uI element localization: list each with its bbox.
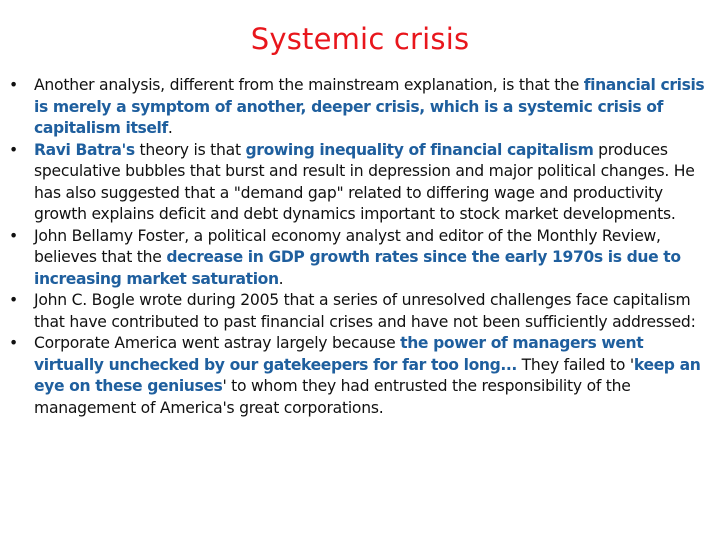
bullet-item-5	[9, 333, 715, 419]
body-text: ' to whom they had entrusted the responsibility of the management of America's great corporations.	[34, 377, 631, 417]
bullet-dot: •	[9, 140, 18, 159]
bullet-dot: •	[9, 226, 18, 245]
bullet-item-2	[9, 140, 715, 226]
highlighted-text: the power of managers went virtually unchecked by our gatekeepers for far too long...	[34, 334, 644, 374]
bullet-dot: •	[9, 76, 18, 94]
bullet-dot: •	[9, 334, 18, 352]
body-text: produces speculative bubbles that burst and result in depression and major political changes. He has also suggested that a "demand gap" related to differing wage and productivity growth explains deficit and debt dynamics important to stock market developments.	[34, 140, 695, 223]
bullet-item-4	[9, 290, 715, 333]
highlighted-text: financial crisis is merely a symptom of another, deeper crisis, which is a systemic crisis of capitalism itself	[34, 76, 705, 137]
body-text: Corporate America went astray largely because	[34, 334, 401, 352]
body-text: They failed to '	[516, 355, 634, 374]
body-text: Another analysis, different from the mainstream explanation, is that the	[34, 76, 584, 94]
highlighted-text: Ravi Batra's	[34, 140, 135, 159]
highlighted-text: decrease in GDP growth rates since the early 1970s is due to increasing market saturation	[34, 248, 681, 288]
body-text: .	[278, 269, 284, 288]
slide-title: Systemic crisis	[250, 22, 470, 56]
bullet-item-1	[9, 75, 715, 140]
body-text: John C. Bogle wrote during 2005 that a series of unresolved challenges face capitalism that have contributed to past financial crises and have not been sufficiently addressed:	[34, 291, 696, 331]
highlighted-text: growing inequality of financial capitalism	[245, 140, 594, 159]
bullet-list	[9, 75, 715, 419]
highlighted-text: keep an eye on these geniuses	[34, 355, 701, 395]
bullet-item-3	[9, 226, 715, 291]
body-text: John Bellamy Foster, a political economy analyst and editor of the Monthly Review, believes that the	[34, 226, 661, 266]
bullet-dot: •	[9, 291, 18, 309]
body-text: .	[167, 119, 173, 137]
body-text: theory is that	[134, 140, 246, 159]
